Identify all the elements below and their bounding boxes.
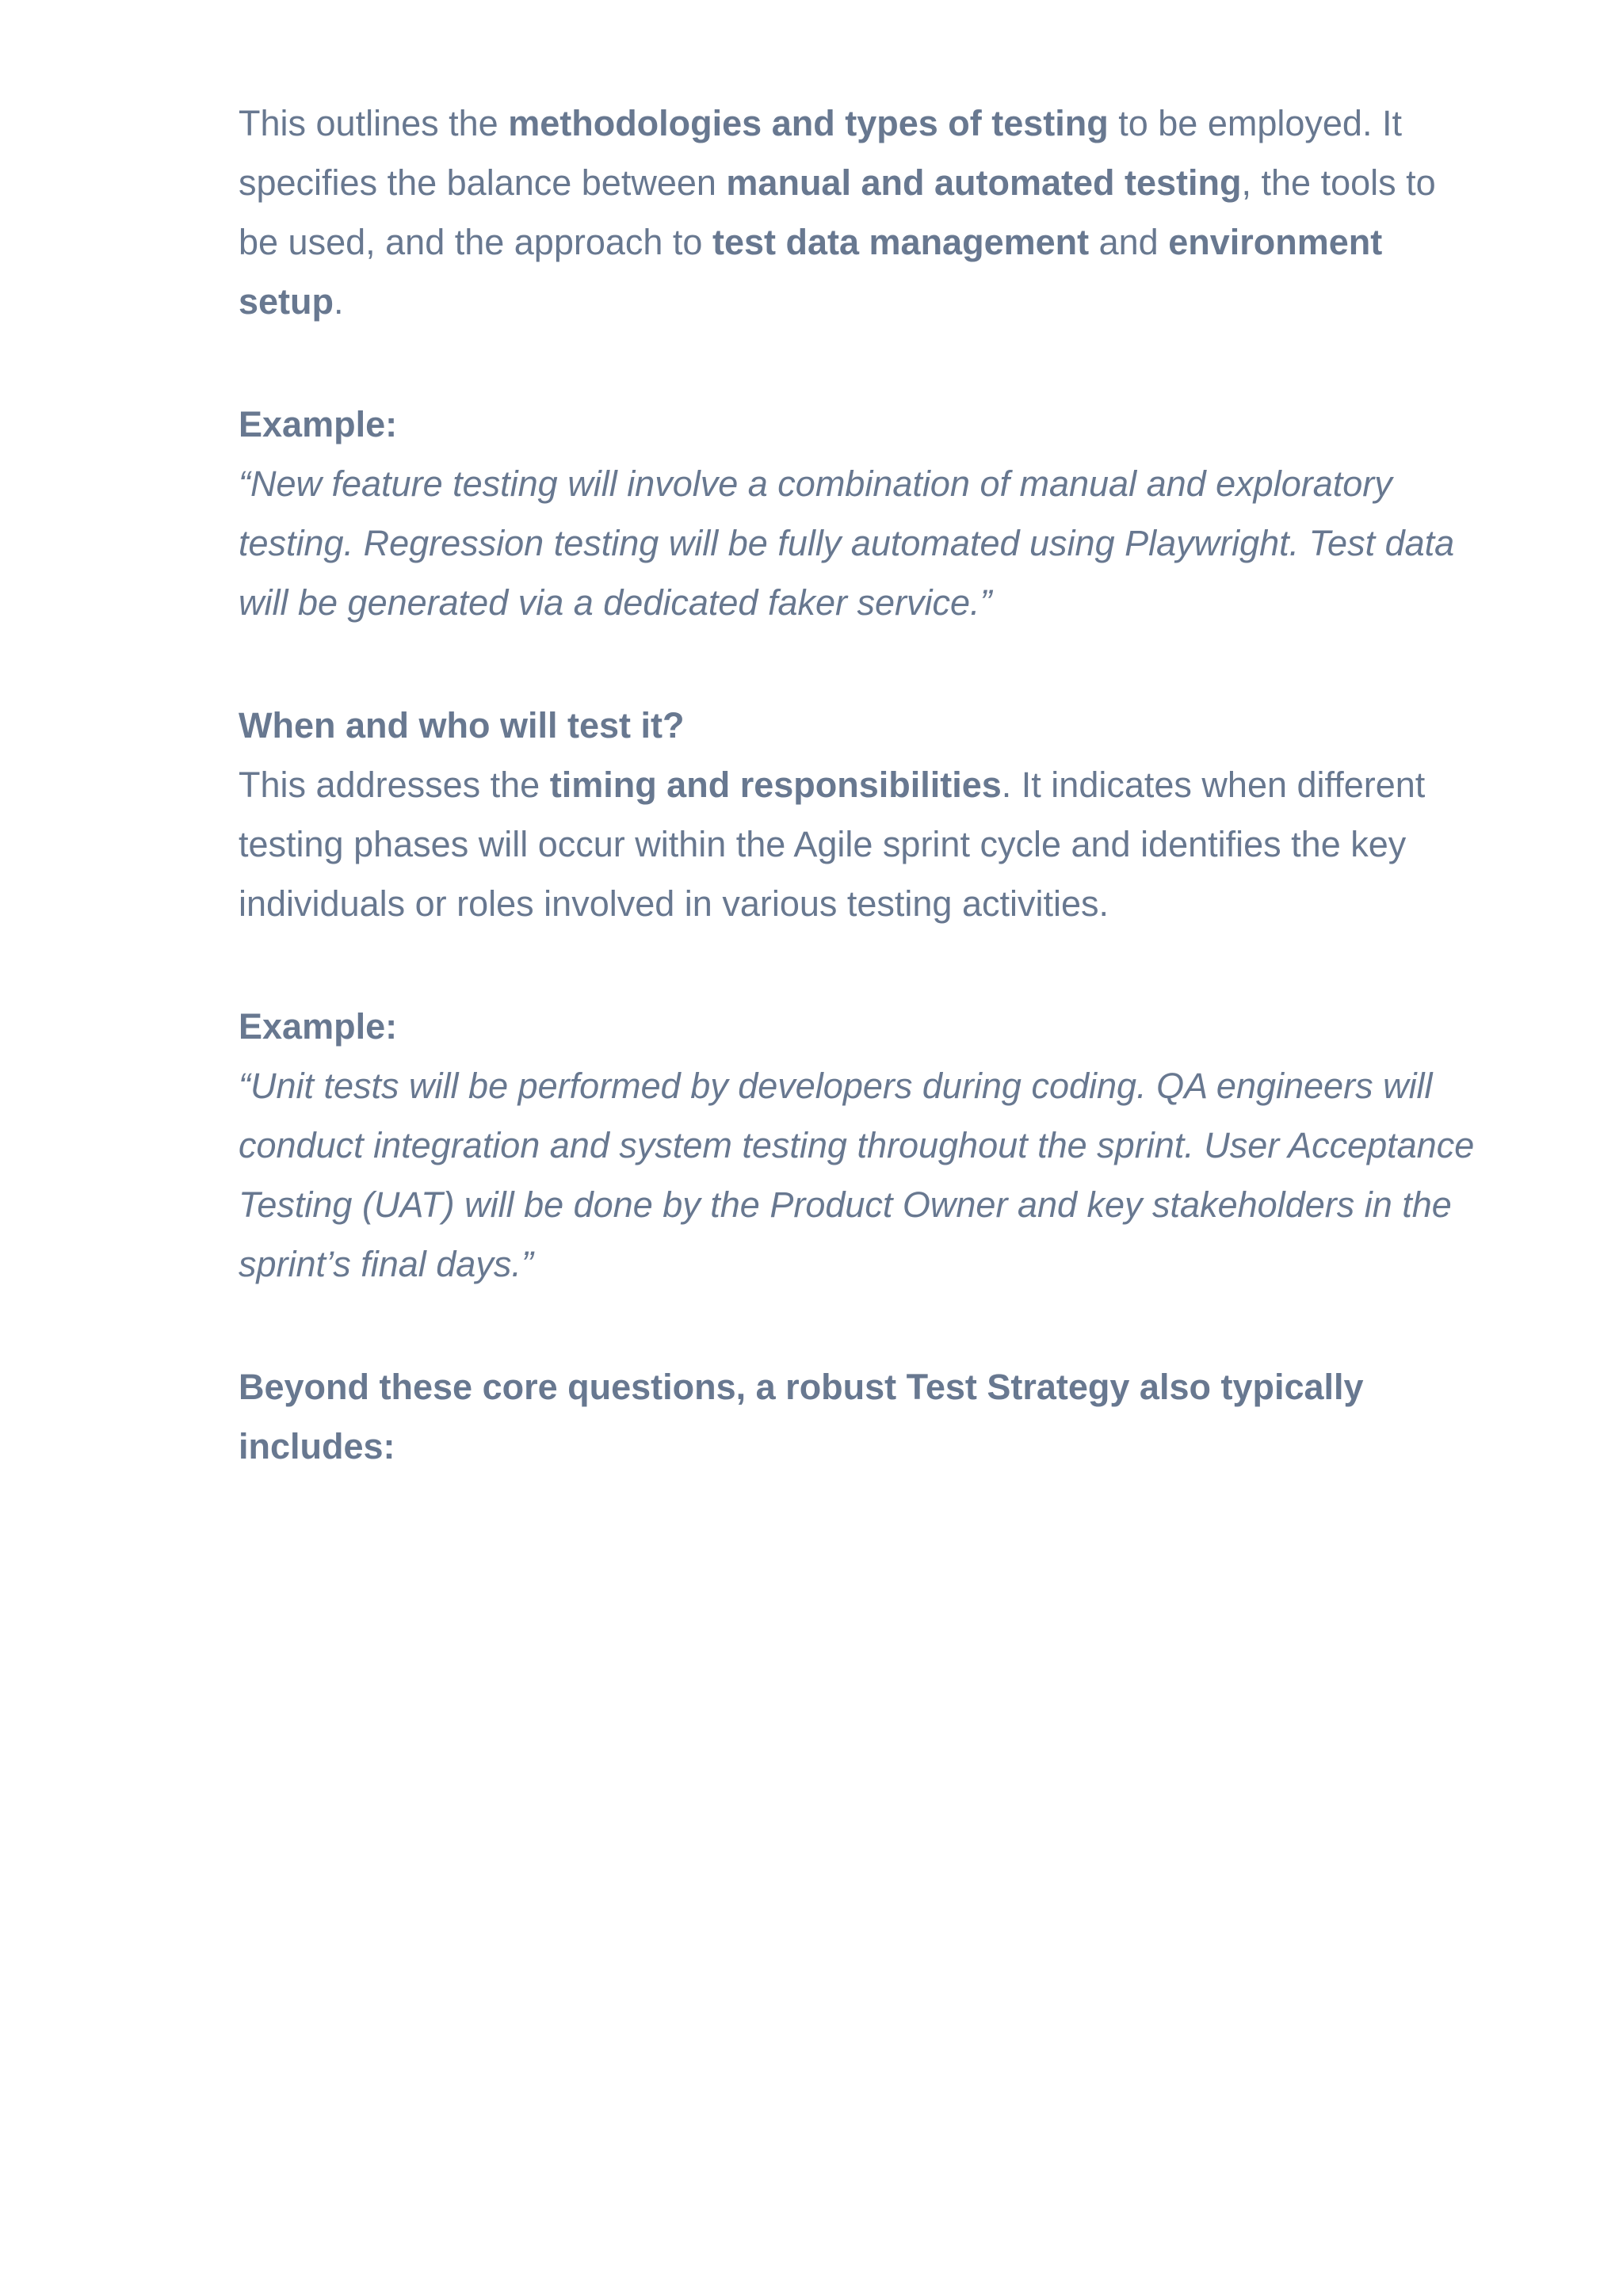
intro-bold-test-data: test data management (712, 222, 1090, 262)
example-quote-2: “Unit tests will be performed by developers during coding. QA engineers will conduct integration and system testing throughout the sprint. User Acceptance Testing (UAT) will be done by the Product Owner and key stakeholders in the sprint’s final days.” (239, 1066, 1475, 1284)
intro-bold-manual-automated: manual and automated testing (726, 162, 1242, 203)
intro-text-4: and (1089, 222, 1169, 262)
intro-text-2: to be employed. It specifies the balance between (239, 103, 1402, 203)
section-when-who (239, 696, 1475, 933)
example-label-2: Example: (239, 1006, 398, 1047)
intro-bold-methodologies: methodologies and types of testing (508, 103, 1109, 143)
intro-text-3: , the tools to be used, and the approach to (239, 162, 1436, 262)
example-block-2 (239, 997, 1475, 1294)
section-heading-when-who: When and who will test it? (239, 705, 685, 746)
closing-heading: Beyond these core questions, a robust Test Strategy also typically includes: (239, 1367, 1364, 1466)
document-page (239, 93, 1475, 1476)
example-label-1: Example: (239, 404, 398, 444)
intro-text-1: This outlines the (239, 103, 509, 143)
example-quote-1: “New feature testing will involve a combination of manual and exploratory testing. Regression testing will be fully automated using Playwright. Test data will be generated via a dedicated faker service.” (239, 463, 1455, 623)
intro-text-5: . (334, 281, 344, 322)
section-paragraph-when-who (239, 755, 1475, 933)
intro-bold-environment: environment setup (239, 222, 1383, 322)
example-block-1 (239, 395, 1475, 632)
intro-paragraph (239, 93, 1475, 331)
section-text-1: This addresses the (239, 765, 550, 805)
section-bold-timing: timing and responsibilities (549, 765, 1002, 805)
section-text-2: . It indicates when different testing phases will occur within the Agile sprint cycle and identifies the key individuals or roles involved in various testing activities. (239, 765, 1426, 924)
